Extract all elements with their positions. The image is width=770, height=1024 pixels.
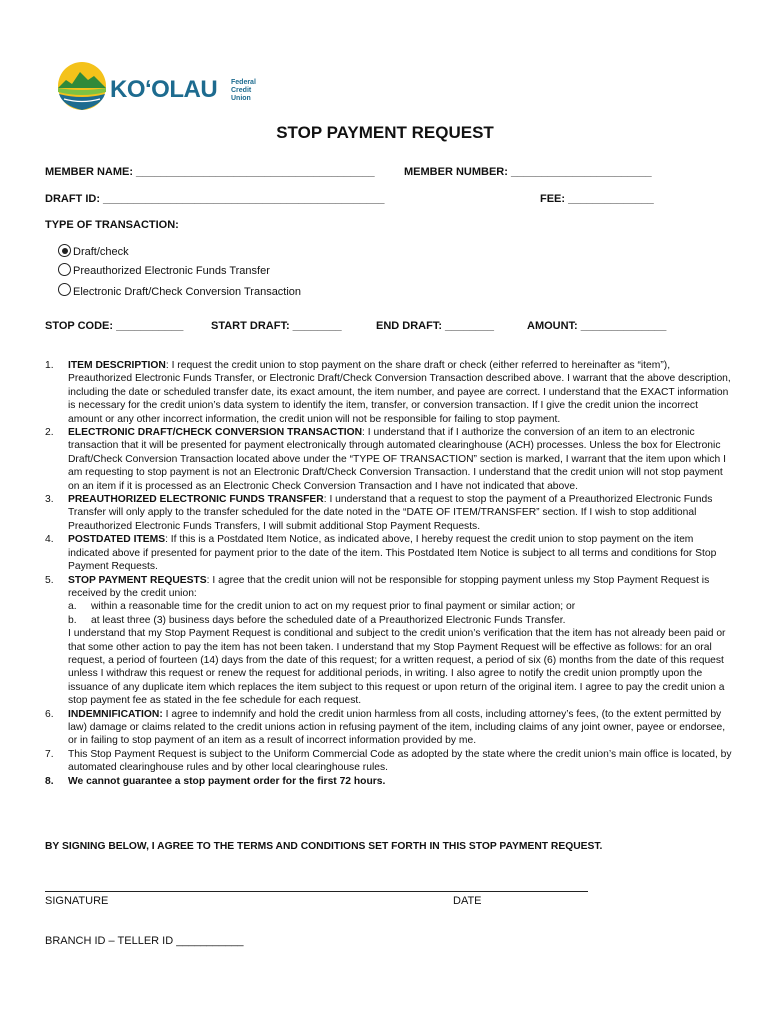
signature-label: SIGNATURE xyxy=(45,895,109,907)
term-item: 4. POSTDATED ITEMS: If this is a Postdated Item Notice, as indicated above, I hereby request the credit union to stop payment on the item indicated above if presented for payment prior to the date of the item. This Postdated Item Notice is subject to all terms and conditions for Stop Payment Requests. xyxy=(45,534,717,573)
terms-list xyxy=(45,359,735,788)
term-item: 2. ELECTRONIC DRAFT/CHECK CONVERSION TRANSACTION: I understand that if I authorize the conversion of an item to an electronic transaction that it will be presented for payment electronically through automated clearinghouse (ACH) processes. Unless the box for Electronic Draft/Check Conversion Transaction located above under the “TYPE OF TRANSACTION” section is marked, I warrant that the item upon which I am requesting to stop payment is not an Electronic Draft/Check Conversion Transaction. I understand that the credit union will not stop payment on an item if it is processed as an Electronic Check Conversion Transaction and I have not indicated that above. xyxy=(45,427,726,492)
term-item: 8. We cannot guarantee a stop payment order for the first 72 hours. xyxy=(45,775,386,787)
member-number-field[interactable]: MEMBER NUMBER: _______________________ xyxy=(404,166,652,178)
term-item: 1. ITEM DESCRIPTION: I request the credit union to stop payment on the share draft or check (either referred to hereinafter as “item”), Preauthorized Electronic Funds Transfer, or Electronic Draft/Check Conversion Transaction described above. I warrant that the above description, including the date or scheduled transfer date, its exact amount, the item number, and payee are correct. I understand that the EXACT information is necessary for the credit union’s data system to identify the item, transfer, or conversion transaction. If I give the credit union the incorrect amount or any other incorrect information, the credit union will not be responsible for failing to stop payment. xyxy=(45,360,731,425)
credit-union-logo xyxy=(56,58,261,114)
radio-preauthorized-eft[interactable] xyxy=(58,263,71,276)
draft-id-field[interactable]: DRAFT ID: ______________________________________________ xyxy=(45,193,385,205)
start-draft-field[interactable]: START DRAFT: ________ xyxy=(211,320,342,332)
term-subitem: a. within a reasonable time for the credit union to act on my request prior to final payment or similar action; or xyxy=(68,601,576,613)
branch-teller-field[interactable]: BRANCH ID – TELLER ID ___________ xyxy=(45,935,244,947)
option-preauthorized-eft-label: Preauthorized Electronic Funds Transfer xyxy=(73,265,270,277)
signature-line[interactable] xyxy=(45,891,588,892)
option-draft-check-label: Draft/check xyxy=(73,246,129,258)
logo-wordmark: KOʻOLAU xyxy=(110,76,218,103)
logo-mark-icon xyxy=(56,58,108,114)
logo-subtitle: Federal Credit Union xyxy=(231,79,256,102)
term-continuation: I understand that my Stop Payment Request is conditional and subject to the credit union’s verification that the item has not already been paid or that some other action to pay the item has not been taken. I understand that my Stop Payment Request will be effective as follows: for an oral request, a period of fourteen (14) days from the date of this request; for a written request, a period of six (6) months from the date of this request unless I withdraw this request or renew the request for additional periods, in writing. I also agree to notify the credit union promptly upon the issuance of any duplicate item which replaces the item subject to this request or upon return of the original item. I agree to pay the credit union a stop payment fee as stated in the fee schedule for each request. xyxy=(68,628,726,707)
date-label: DATE xyxy=(453,895,482,907)
term-subitem: b. at least three (3) business days before the scheduled date of a Preauthorized Electronic Funds Transfer. xyxy=(68,614,566,626)
member-name-field[interactable]: MEMBER NAME: _______________________________________ xyxy=(45,166,375,178)
term-item: 6. INDEMNIFICATION: I agree to indemnify and hold the credit union harmless from all costs, including attorney’s fees, (to the extent permitted by law) damage or claims related to the credit unions action in refusing payment of the item, including claims of any joint owner, payee or endorsee, or in failing to stop payment of an item as a result of incorrect information provided by me. xyxy=(45,708,726,747)
transaction-type-label: TYPE OF TRANSACTION: xyxy=(45,219,179,231)
end-draft-field[interactable]: END DRAFT: ________ xyxy=(376,320,494,332)
radio-draft-check[interactable] xyxy=(58,244,71,257)
agreement-statement: BY SIGNING BELOW, I AGREE TO THE TERMS AND CONDITIONS SET FORTH IN THIS STOP PAYMENT REQUEST. xyxy=(45,841,603,852)
option-check-conversion-label: Electronic Draft/Check Conversion Transaction xyxy=(73,286,302,298)
fee-field[interactable]: FEE: ______________ xyxy=(540,193,654,205)
term-item: 7. This Stop Payment Request is subject to the Uniform Commercial Code as adopted by the state where the credit union’s main office is located, by automated clearinghouse rules and by other local clearinghouse rules. xyxy=(45,748,732,774)
term-item: 5. STOP PAYMENT REQUESTS: I agree that the credit union will not be responsible for stopping payment unless my Stop Payment Request is received by the credit union: a. within a reasonable time for the credit union to act on my request prior to final payment or similar action; or b. at least three (3) business days before the scheduled date of a Preauthorized Electronic Funds Transfer. I understand that my Stop Payment Request is conditional and subject to the credit union’s verification that the item has not already been paid or that some other action to pay the item has not been taken. I understand that my Stop Payment Request will be effective as follows: for an oral request, a period of fourteen (14) days from the date of this request; for a written request, a period of six (6) months from the date of this request unless I withdraw this request or renew the request for additional periods, in writing. I also agree to notify the credit union promptly upon the issuance of any duplicate item which replaces the item subject to this request or upon return of the original item. I agree to pay the credit union a stop payment fee as stated in the fee schedule for each request. xyxy=(45,574,735,708)
term-item: 3. PREAUTHORIZED ELECTRONIC FUNDS TRANSFER: I understand that a request to stop the payment of a Preauthorized Electronic Funds Transfer will only apply to the transfer scheduled for the date noted in the “DATE OF ITEM/TRANSFER” section. If I wish to stop additional Preauthorized Electronic Funds Transfers, I will submit additional Stop Payment Requests. xyxy=(45,494,713,532)
stop-code-field[interactable]: STOP CODE: ___________ xyxy=(45,320,184,332)
radio-check-conversion[interactable] xyxy=(58,283,71,296)
amount-field[interactable]: AMOUNT: ______________ xyxy=(527,320,667,332)
page-title: STOP PAYMENT REQUEST xyxy=(276,123,494,142)
